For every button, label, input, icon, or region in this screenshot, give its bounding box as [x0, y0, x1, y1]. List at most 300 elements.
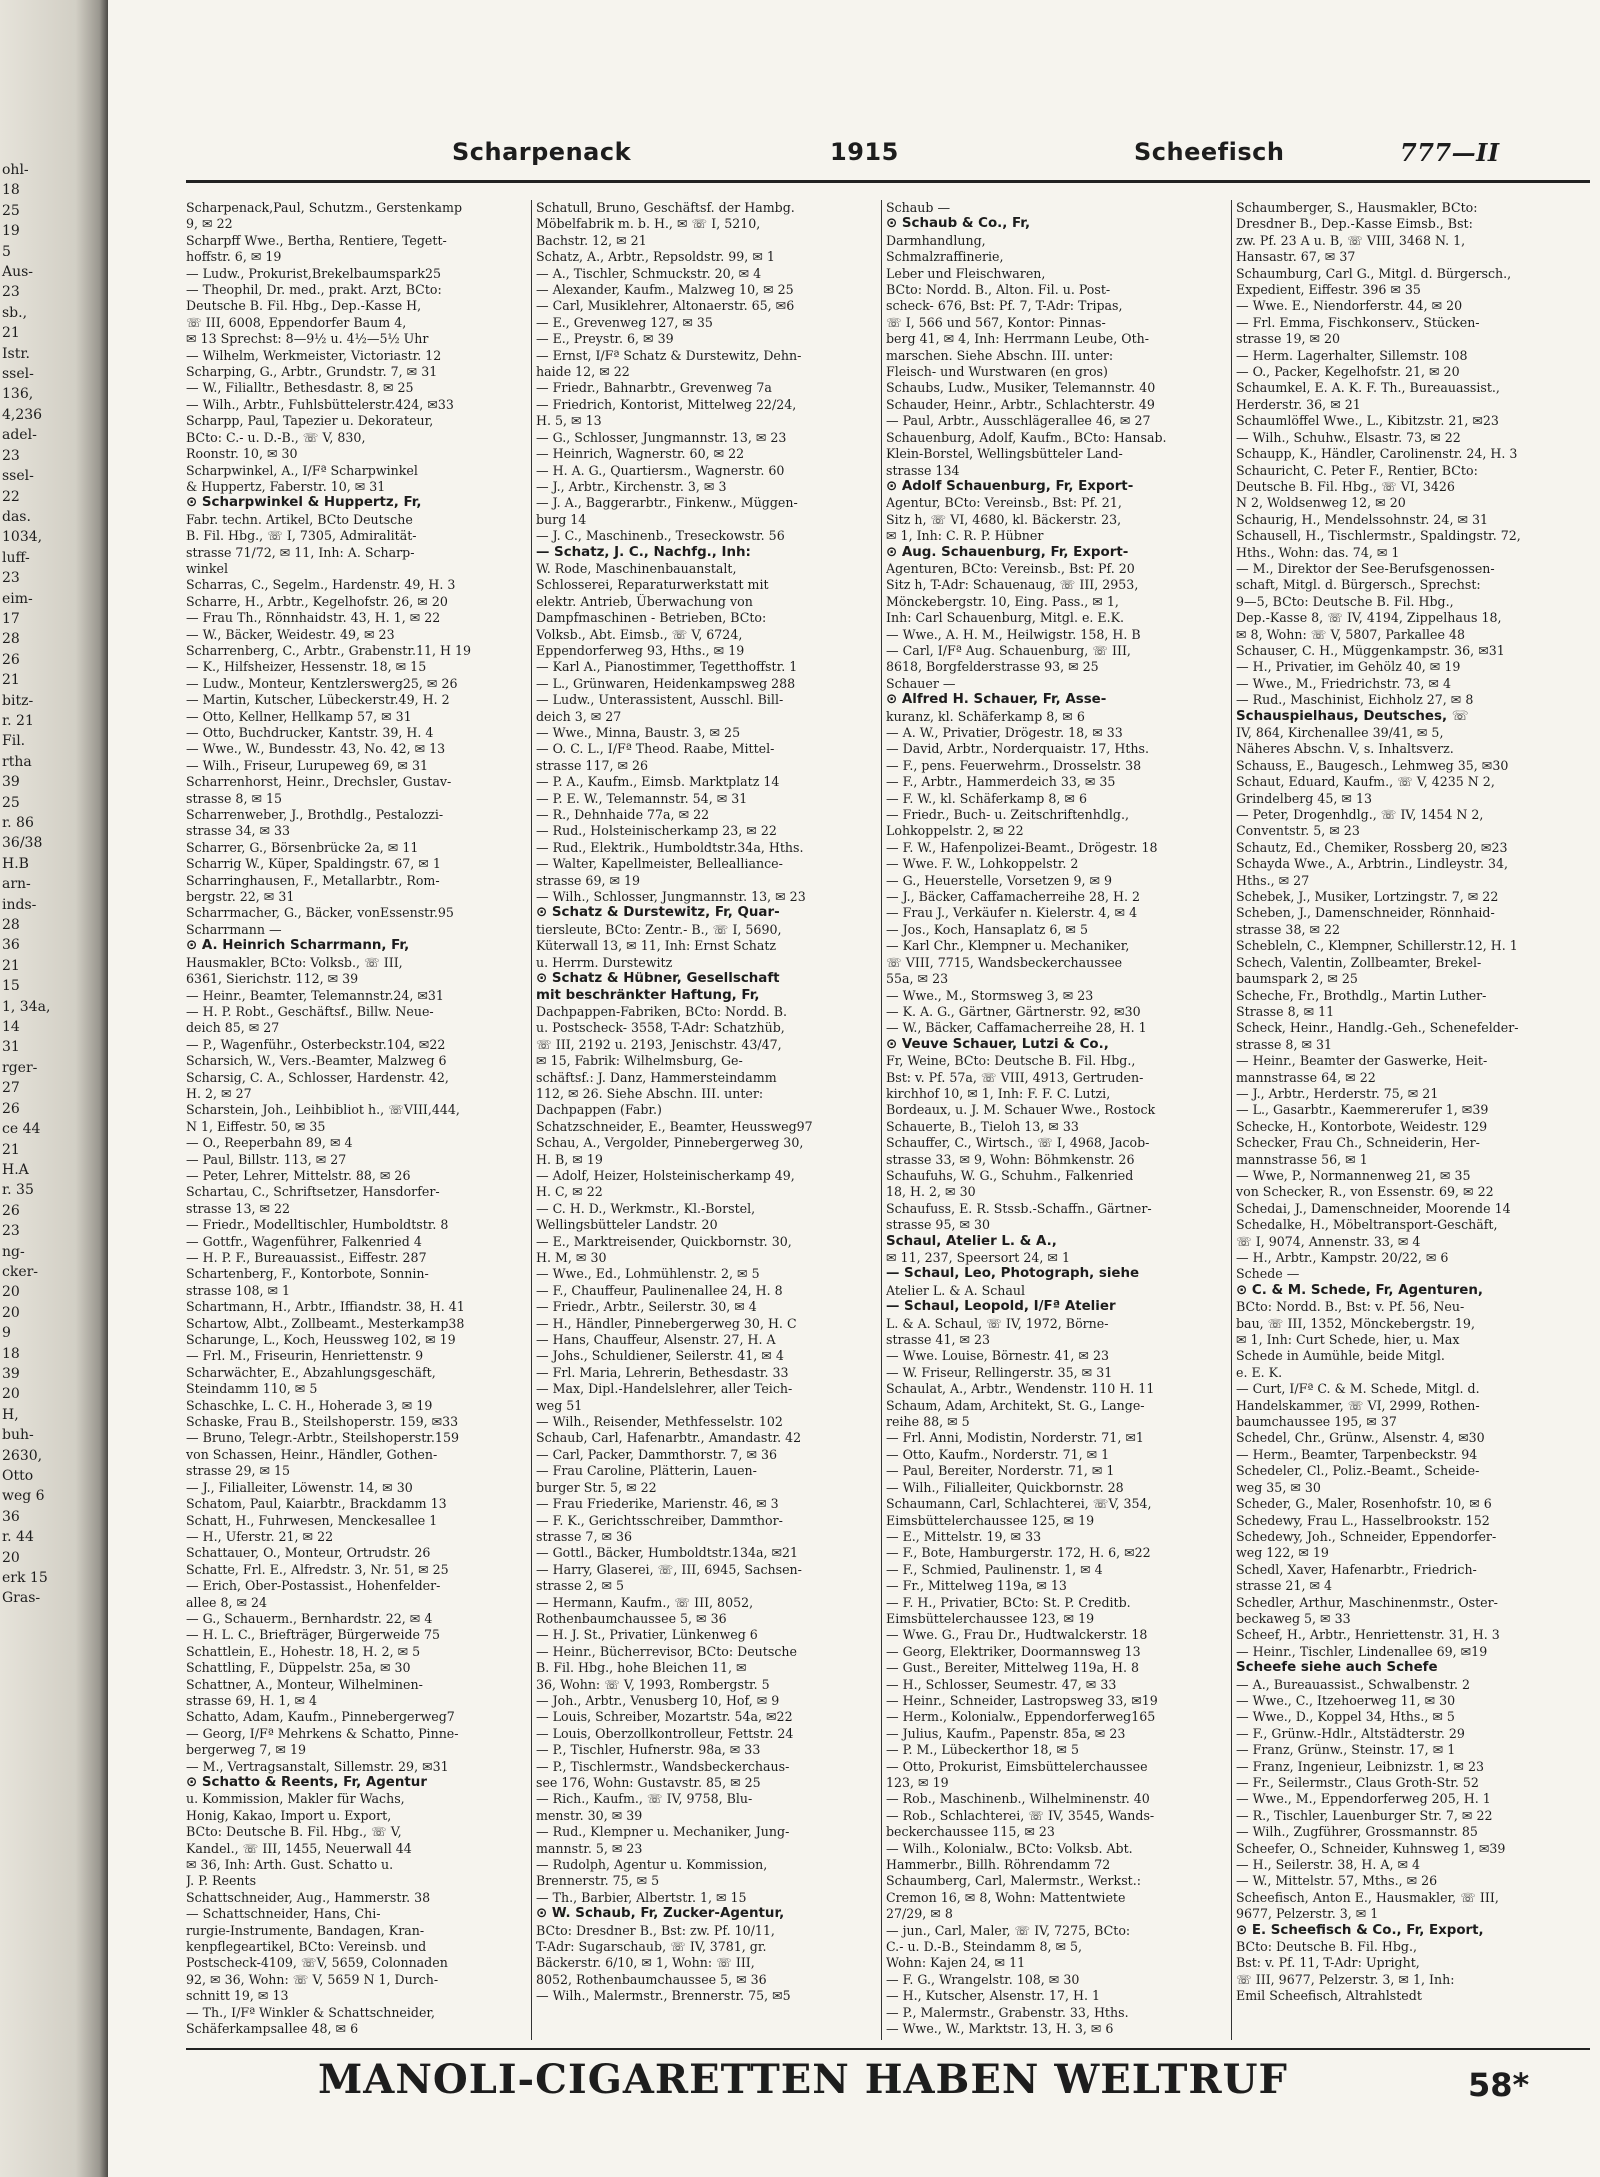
directory-entry-line: J. P. Reents — [186, 1873, 257, 1889]
directory-entry-line: Hansastr. 67, ✉ 37 — [1236, 249, 1356, 265]
directory-entry-line: Eimsbüttelerchaussee 125, ✉ 19 — [886, 1512, 1095, 1528]
gutter-fragment: 21 — [2, 325, 20, 342]
directory-entry-line: — jun., Carl, Maler, ☏ IV, 7275, BCto: — [886, 1922, 1131, 1938]
directory-entry-line: — P., Tischler, Hufnerstr. 98a, ✉ 33 — [536, 1742, 761, 1758]
directory-entry-line: — Fr., Mittelweg 119a, ✉ 13 — [886, 1578, 1067, 1594]
directory-entry-line: — Georg, I/Fª Mehrkens & Schatto, Pinne- — [186, 1725, 459, 1741]
directory-entry-line: Schedai, J., Damenschneider, Moorende 14 — [1236, 1200, 1511, 1216]
directory-entry-line: Schaupp, K., Händler, Carolinenstr. 24, H. 3 — [1236, 446, 1518, 462]
directory-entry-line: Atelier L. & A. Schaul — [886, 1282, 1026, 1298]
directory-entry-line: baumspark 2, ✉ 25 — [1236, 971, 1358, 987]
directory-entry-line: — P. M., Lübeckerthor 18, ✉ 5 — [886, 1742, 1079, 1758]
directory-entry-line: kuranz, kl. Schäferkamp 8, ✉ 6 — [886, 708, 1085, 724]
directory-entry-line: — Ernst, I/Fª Schatz & Durstewitz, Dehn- — [536, 347, 802, 363]
directory-entry-line: ⊙ Veuve Schauer, Lutzi & Co., — [886, 1036, 1109, 1052]
directory-entry-line: — O., Packer, Kegelhofstr. 21, ✉ 20 — [1236, 364, 1460, 380]
directory-entry-line: — Frl. Emma, Fischkonserv., Stücken- — [1236, 314, 1480, 330]
directory-entry-line: — Otto, Kellner, Hellkamp 57, ✉ 31 — [186, 708, 412, 724]
directory-entry-line: — Erich, Ober-Postassist., Hohenfelder- — [186, 1578, 441, 1594]
directory-entry-line: ⊙ Schatz & Hübner, Gesellschaft — [536, 971, 780, 987]
directory-entry-line: — Johs., Schuldiener, Seilerstr. 41, ✉ 4 — [536, 1348, 784, 1364]
gutter-fragment: 1, 34a, — [2, 998, 51, 1015]
directory-entry-line: Schedl, Xaver, Hafenarbtr., Friedrich- — [1236, 1561, 1477, 1577]
directory-entry-line: von Schecker, R., von Essenstr. 69, ✉ 22 — [1236, 1184, 1494, 1200]
directory-entry-line: u. Kommission, Makler für Wachs, — [186, 1791, 405, 1807]
directory-entry-line: Schaumkel, E. A. K. F. Th., Bureauassist., — [1236, 380, 1500, 396]
directory-entry-line: Scharrig W., Küper, Spaldingstr. 67, ✉ 1 — [186, 856, 441, 872]
column-divider — [531, 200, 532, 2040]
gutter-fragment: ng- — [2, 1243, 25, 1260]
directory-entry-line: — Wilh., Schlosser, Jungmannstr. 13, ✉ 23 — [536, 889, 806, 905]
directory-entry-line: ⊙ A. Heinrich Scharrmann, Fr, — [186, 938, 410, 954]
directory-entry-line: — Peter, Lehrer, Mittelstr. 88, ✉ 26 — [186, 1167, 411, 1183]
gutter-fragment: adel- — [2, 427, 37, 444]
directory-entry-line: Schatz, A., Arbtr., Repsoldstr. 99, ✉ 1 — [536, 249, 775, 265]
directory-entry-line: 92, ✉ 36, Wohn: ☏ V, 5659 N 1, Durch- — [186, 1971, 439, 1987]
directory-entry-line: Schauricht, C. Peter F., Rentier, BCto: — [1236, 462, 1478, 478]
directory-entry-line: Schebleln, C., Klempner, Schillerstr.12, H. 1 — [1236, 938, 1518, 954]
directory-entry-line: Darmhandlung, — [886, 232, 986, 248]
header-last-entry: Scheefisch — [1134, 138, 1285, 166]
directory-entry-line: 123, ✉ 19 — [886, 1775, 949, 1790]
directory-entry-line: — Friedr., Bahnarbtr., Grevenweg 7a — [536, 380, 772, 396]
directory-entry-line: winkel — [186, 560, 229, 576]
gutter-fragment: Gras- — [2, 1590, 41, 1607]
directory-entry-line: — H. J. St., Privatier, Lünkenweg 6 — [536, 1627, 758, 1643]
directory-entry-line: von Schassen, Heinr., Händler, Gothen- — [186, 1446, 438, 1462]
directory-entry-line: — Wilh., Zugführer, Grossmannstr. 85 — [1236, 1824, 1478, 1840]
directory-entry-line: — P., Wagenführ., Osterbeckstr.104, ✉22 — [186, 1036, 446, 1052]
directory-entry-line: Schatto, Adam, Kaufm., Pinnebergerweg7 — [186, 1709, 455, 1725]
directory-entry-line: — C. H. D., Werkmstr., Kl.-Borstel, — [536, 1200, 756, 1216]
directory-entry-line: Scharsich, W., Vers.-Beamter, Malzweg 6 — [186, 1053, 447, 1069]
directory-entry-line: — Paul, Bereiter, Norderstr. 71, ✉ 1 — [886, 1463, 1115, 1479]
directory-entry-line: Brennerstr. 75, ✉ 5 — [536, 1873, 660, 1889]
directory-entry-line: Dachpappen-Fabriken, BCto: Nordd. B. — [536, 1003, 788, 1019]
directory-entry-line: — Peter, Drogenhdlg., ☏ IV, 1454 N 2, — [1236, 807, 1484, 823]
directory-entry-line: — Wwe., Ed., Lohmühlenstr. 2, ✉ 5 — [536, 1266, 760, 1282]
gutter-fragment: 19 — [2, 223, 20, 240]
directory-entry-line: — F., Grünw.-Hdlr., Altstädterstr. 29 — [1236, 1725, 1465, 1741]
directory-entry-line: strasse 108, ✉ 1 — [186, 1282, 291, 1298]
directory-entry-line: ✉ 1, Inh: C. R. P. Hübner — [886, 528, 1044, 544]
directory-entry-line: Schäferkampsallee 48, ✉ 6 — [186, 2021, 359, 2037]
directory-entry-line: strasse 33, ✉ 9, Wohn: Böhmkenstr. 26 — [886, 1151, 1135, 1167]
directory-entry-line: — Frl. M., Friseurin, Henriettenstr. 9 — [186, 1348, 424, 1364]
directory-entry-line: Schaufuss, E. R. Stssb.-Schaffn., Gärtner- — [886, 1200, 1152, 1216]
gutter-fragment: r. 86 — [2, 815, 34, 831]
directory-entry-line: — Heinr., Schneider, Lastropsweg 33, ✉19 — [886, 1692, 1158, 1708]
gutter-fragment: ssel- — [2, 366, 34, 383]
directory-entry-line: — Wwe. E., Niendorferstr. 44, ✉ 20 — [1236, 298, 1463, 314]
gutter-fragment: 4,236 — [2, 406, 43, 423]
directory-entry-line: Schatt, H., Fuhrwesen, Menckesallee 1 — [186, 1512, 438, 1528]
directory-entry-line: — Otto, Prokurist, Eimsbüttelerchaussee — [886, 1758, 1148, 1774]
directory-entry-line: Scheefisch, Anton E., Hausmakler, ☏ III, — [1236, 1889, 1499, 1905]
directory-entry-line: strasse 117, ✉ 26 — [536, 757, 649, 773]
gutter-fragment: cker- — [2, 1263, 39, 1280]
directory-entry-line: — H., Privatier, im Gehölz 40, ✉ 19 — [1236, 659, 1461, 675]
directory-entry-line: Hths., ✉ 27 — [1236, 872, 1310, 888]
directory-entry-line: Agenturen, BCto: Vereinsb., Bst: Pf. 20 — [886, 560, 1135, 576]
directory-entry-line: Hausmakler, BCto: Volksb., ☏ III, — [186, 954, 403, 970]
directory-entry-line: Schaubs, Ludw., Musiker, Telemannstr. 40 — [886, 380, 1156, 396]
directory-entry-line: Postscheck-4109, ☏V, 5659, Colonnaden — [186, 1955, 448, 1971]
directory-entry-line: — Friedr., Arbtr., Seilerstr. 30, ✉ 4 — [536, 1299, 757, 1315]
directory-entry-line: H. M, ✉ 30 — [536, 1250, 607, 1265]
gutter-fragment: H, — [2, 1406, 19, 1423]
directory-entry-line: — Wwe., M., Friedrichstr. 73, ✉ 4 — [1236, 675, 1451, 691]
directory-entry-line: — Frau Caroline, Plätterin, Lauen- — [536, 1463, 757, 1479]
directory-entry-line: — F., Arbtr., Hammerdeich 33, ✉ 35 — [886, 774, 1116, 790]
directory-entry-line: kenpflegeartikel, BCto: Vereinsb. und — [186, 1939, 427, 1955]
directory-entry-line: — E., Preystr. 6, ✉ 39 — [536, 331, 674, 347]
advertisement-banner: MANOLI-CIGARETTEN HABEN WELTRUF — [318, 2056, 1288, 2103]
directory-entry-line: Schedler, Arthur, Maschinenmstr., Oster- — [1236, 1594, 1498, 1610]
gutter-fragment: 39 — [2, 1365, 20, 1382]
directory-entry-line: Schede in Aumühle, beide Mitgl. — [1236, 1348, 1445, 1364]
directory-entry-line: Sitz h, T-Adr: Schauenaug, ☏ III, 2953, — [886, 577, 1139, 593]
directory-entry-line: Scharunge, L., Koch, Heussweg 102, ✉ 19 — [186, 1332, 456, 1348]
directory-entry-line: — Wwe., D., Koppel 34, Hths., ✉ 5 — [1236, 1709, 1455, 1725]
gutter-fragment: buh- — [2, 1427, 34, 1444]
directory-entry-line: Schecke, H., Kontorbote, Weidestr. 129 — [1236, 1118, 1488, 1134]
directory-entry-line: — Gottfr., Wagenführer, Falkenried 4 — [186, 1233, 422, 1249]
directory-entry-line: mannstr. 5, ✉ 23 — [536, 1840, 643, 1856]
gutter-fragment: 1034, — [2, 529, 43, 546]
directory-entry-line: 18, H. 2, ✉ 30 — [886, 1184, 976, 1200]
directory-entry-line: menstr. 30, ✉ 39 — [536, 1807, 643, 1823]
directory-entry-line: ☏ VIII, 7715, Wandsbeckerchaussee — [886, 954, 1123, 970]
directory-entry-line: deich 85, ✉ 27 — [186, 1020, 280, 1036]
directory-entry-line: — G., Schlosser, Jungmannstr. 13, ✉ 23 — [536, 429, 787, 445]
directory-entry-line: Scheef, H., Arbtr., Henriettenstr. 31, H. 3 — [1236, 1627, 1500, 1643]
directory-entry-line: Dampfmaschinen - Betrieben, BCto: — [536, 610, 767, 626]
directory-entry-line: Scharpff Wwe., Bertha, Rentiere, Tegett- — [186, 232, 447, 248]
directory-entry-line: Scharrer, G., Börsenbrücke 2a, ✉ 11 — [186, 839, 419, 855]
gutter-fragment: 9 — [2, 1325, 11, 1342]
directory-entry-line: — A., Bureauassist., Schwalbenstr. 2 — [1236, 1676, 1471, 1692]
directory-entry-line: Schauerte, B., Tieloh 13, ✉ 33 — [886, 1118, 1079, 1134]
gutter-fragment: 20 — [2, 1386, 20, 1403]
directory-entry-line: — Wwe. G., Frau Dr., Hudtwalckerstr. 18 — [886, 1627, 1148, 1643]
directory-entry-line: Lohkoppelstr. 2, ✉ 22 — [886, 823, 1024, 839]
directory-entry-line: Schattschneider, Aug., Hammerstr. 38 — [186, 1889, 431, 1905]
directory-entry-line: Schecker, Frau Ch., Schneiderin, Her- — [1236, 1135, 1480, 1151]
directory-entry-line: Scharsig, C. A., Schlosser, Hardenstr. 42, — [186, 1069, 449, 1085]
directory-entry-line: — F. H., Privatier, BCto: St. P. Creditb. — [886, 1594, 1131, 1610]
directory-entry-line: beckaweg 5, ✉ 33 — [1236, 1610, 1351, 1626]
directory-entry-line: deich 3, ✉ 27 — [536, 708, 622, 724]
directory-entry-line: — Paul, Arbtr., Ausschlägerallee 46, ✉ 27 — [886, 413, 1151, 429]
directory-entry-line: Schartau, C., Schriftsetzer, Hansdorfer- — [186, 1184, 440, 1200]
directory-entry-line: — Heinr., Beamter der Gaswerke, Heit- — [1236, 1053, 1488, 1069]
gutter-fragment: 21 — [2, 1141, 20, 1158]
directory-entry-line: Schedeler, Cl., Poliz.-Beamt., Scheide- — [1236, 1463, 1480, 1479]
directory-entry-line: strasse 71/72, ✉ 11, Inh: A. Scharp- — [186, 544, 415, 560]
directory-entry-line: — K., Hilfsheizer, Hessenstr. 18, ✉ 15 — [186, 659, 427, 675]
directory-entry-line: — L., Gasarbtr., Kaemmererufer 1, ✉39 — [1236, 1102, 1489, 1118]
directory-entry-line: Wellingsbütteler Landstr. 20 — [536, 1217, 718, 1233]
header-rule — [186, 180, 1590, 183]
directory-entry-line: 8052, Rothenbaumchaussee 5, ✉ 36 — [536, 1971, 767, 1987]
directory-entry-line: — Louis, Schreiber, Mozartstr. 54a, ✉22 — [536, 1709, 793, 1725]
directory-entry-line: B. Fil. Hbg., ☏ I, 7305, Admiralität- — [186, 528, 417, 544]
left-page-gutter — [0, 0, 108, 2177]
directory-entry-line: Grindelberg 45, ✉ 13 — [1236, 790, 1372, 806]
directory-entry-line: ⊙ Schatz & Durstewitz, Fr, Quar- — [536, 905, 780, 921]
directory-entry-line: Möbelfabrik m. b. H., ✉ ☏ I, 5210, — [536, 216, 761, 232]
directory-entry-line: Hammerbr., Billh. Röhrendamm 72 — [886, 1857, 1111, 1873]
directory-entry-line: BCto: Nordd. B., Alton. Fil. u. Post- — [886, 282, 1111, 298]
directory-entry-line: bau, ☏ III, 1352, Mönckebergstr. 19, — [1236, 1315, 1475, 1331]
directory-entry-line: Scharrenberg, C., Arbtr., Grabenstr.11, H 19 — [186, 642, 472, 658]
directory-entry-line: zw. Pf. 23 A u. B, ☏ VIII, 3468 N. 1, — [1236, 232, 1466, 248]
header-year: 1915 — [830, 138, 899, 166]
directory-entry-line: — H. L. C., Briefträger, Bürgerweide 75 — [186, 1627, 441, 1643]
gutter-fragment: 17 — [2, 610, 20, 627]
directory-entry-line: — Theophil, Dr. med., prakt. Arzt, BCto: — [186, 282, 442, 298]
directory-entry-line: Herderstr. 36, ✉ 21 — [1236, 396, 1361, 412]
directory-entry-line: — J. A., Baggerarbtr., Finkenw., Müggen- — [536, 495, 798, 511]
gutter-fragment: 23 — [2, 570, 20, 587]
directory-entry-line: IV, 864, Kirchenallee 39/41, ✉ 5, — [1236, 725, 1444, 740]
directory-entry-line: strasse 2, ✉ 5 — [536, 1578, 625, 1594]
directory-entry-line: Schausell, H., Tischlermstr., Spaldingstr. 72, — [1236, 528, 1521, 544]
directory-entry-line: — Wwe., W., Marktstr. 13, H. 3, ✉ 6 — [886, 2021, 1114, 2037]
directory-entry-line: bergerweg 7, ✉ 19 — [186, 1742, 306, 1758]
directory-entry-line: Schaulat, A., Arbtr., Wendenstr. 110 H. 11 — [886, 1381, 1155, 1397]
directory-entry-line: C.- u. D.-B., Steindamm 8, ✉ 5, — [886, 1939, 1083, 1955]
directory-entry-line: Schaumann, Carl, Schlachterei, ☏V, 354, — [886, 1496, 1152, 1512]
directory-entry-line: Scheben, J., Damenschneider, Rönnhaid- — [1236, 905, 1495, 921]
directory-entry-line: — Harry, Glaserei, ☏, III, 6945, Sachsen- — [536, 1561, 802, 1577]
directory-entry-line: Steindamm 110, ✉ 5 — [186, 1381, 318, 1397]
directory-entry-line: — Gust., Bereiter, Mittelweg 119a, H. 8 — [886, 1660, 1140, 1676]
gutter-fragment: bitz- — [2, 692, 34, 709]
directory-entry-line: H. 5, ✉ 13 — [536, 413, 602, 429]
directory-entry-line: — Heinrich, Wagnerstr. 60, ✉ 22 — [536, 446, 745, 462]
gutter-fragment: Aus- — [2, 264, 34, 281]
directory-entry-line: — Walter, Kapellmeister, Bellealliance- — [536, 856, 783, 872]
directory-entry-line: Küterwall 13, ✉ 11, Inh: Ernst Schatz — [536, 938, 777, 954]
directory-entry-line: Scharras, C., Segelm., Hardenstr. 49, H. 3 — [186, 577, 456, 593]
directory-entry-line: — Heinr., Tischler, Lindenallee 69, ✉19 — [1236, 1643, 1488, 1659]
directory-entry-line: — H., Schlosser, Seumestr. 47, ✉ 33 — [886, 1676, 1117, 1692]
directory-entry-line: Strasse 8, ✉ 11 — [1236, 1003, 1335, 1019]
directory-columns — [186, 200, 1590, 2045]
gutter-fragment: inds- — [2, 896, 37, 913]
directory-entry-line: — Bruno, Telegr.-Arbtr., Steilshoperstr.159 — [186, 1430, 459, 1446]
directory-entry-line: Schebek, J., Musiker, Lortzingstr. 7, ✉ 22 — [1236, 889, 1499, 905]
directory-entry-line: 112, ✉ 26. Siehe Abschn. III. unter: — [536, 1085, 764, 1101]
gutter-fragment: 23 — [2, 447, 20, 464]
directory-entry-line: Scharping, G., Arbtr., Grundstr. 7, ✉ 31 — [186, 364, 438, 380]
gutter-fragment: ohl- — [2, 162, 29, 178]
directory-entry-line: Scheck, Heinr., Handlg.-Geh., Schenefelder- — [1236, 1020, 1519, 1036]
directory-entry-line: Schaske, Frau B., Steilshoperstr. 159, ✉33 — [186, 1414, 459, 1430]
directory-entry-line: — Ludw., Prokurist,Brekelbaumspark25 — [186, 265, 441, 281]
directory-entry-line: Schatte, Frl. E., Alfredstr. 3, Nr. 51, ✉ 25 — [186, 1561, 449, 1577]
directory-entry-line: ⊙ Schaub & Co., Fr, — [886, 216, 1031, 232]
directory-entry-line: Schattlein, E., Hohestr. 18, H. 2, ✉ 5 — [186, 1643, 421, 1659]
directory-entry-line: Scharpwinkel, A., I/Fª Scharpwinkel — [186, 462, 418, 478]
gutter-fragment: rger- — [2, 1059, 38, 1076]
directory-entry-line: — Hans, Chauffeur, Alsenstr. 27, H. A — [536, 1332, 776, 1348]
directory-entry-line: strasse 8, ✉ 31 — [1236, 1036, 1333, 1052]
directory-entry-line: — Gottl., Bäcker, Humboldtstr.134a, ✉21 — [536, 1545, 799, 1561]
directory-entry-line: — O., Reeperbahn 89, ✉ 4 — [186, 1135, 353, 1151]
directory-entry-line: Deutsche B. Fil. Hbg., ☏ VI, 3426 — [1236, 478, 1455, 494]
directory-entry-line: Scharrenhorst, Heinr., Drechsler, Gustav- — [186, 774, 452, 790]
directory-entry-line: Schauser, C. H., Müggenkampstr. 36, ✉31 — [1236, 642, 1505, 658]
directory-entry-line: — M., Vertragsanstalt, Sillemstr. 29, ✉31 — [186, 1758, 449, 1774]
directory-entry-line: 27/29, ✉ 8 — [886, 1906, 953, 1922]
directory-entry-line: — J. C., Maschinenb., Treseckowstr. 56 — [536, 528, 785, 544]
directory-entry-line: Schedewy, Frau L., Hasselbrookstr. 152 — [1236, 1512, 1490, 1528]
directory-entry-line: N 2, Woldsenweg 12, ✉ 20 — [1236, 495, 1406, 511]
directory-entry-line: strasse 134 — [886, 462, 960, 478]
directory-entry-line: elektr. Antrieb, Überwachung von — [536, 593, 753, 609]
directory-entry-line: ✉ 13 Sprechst: 8—9½ u. 4½—5½ Uhr — [186, 331, 429, 347]
directory-entry-line: Scheefe siehe auch Schefe — [1236, 1660, 1438, 1676]
directory-entry-line: — F., Schmied, Paulinenstr. 1, ✉ 4 — [886, 1561, 1103, 1577]
directory-entry-line: Scheefer, O., Schneider, Kuhnsweg 1, ✉39 — [1236, 1840, 1506, 1856]
directory-entry-line: strasse 7, ✉ 36 — [536, 1528, 633, 1544]
directory-entry-line: H. C, ✉ 22 — [536, 1184, 603, 1200]
directory-entry-line: — W., Filialltr., Bethesdastr. 8, ✉ 25 — [186, 380, 414, 396]
directory-entry-line: — Rud., Elektrik., Humboldtstr.34a, Hths. — [536, 839, 804, 855]
directory-entry-line: — Frl. Anni, Modistin, Norderstr. 71, ✉1 — [886, 1430, 1144, 1446]
directory-entry-line: strasse 69, ✉ 19 — [536, 872, 641, 888]
directory-entry-line: — Herm., Beamter, Tarpenbeckstr. 94 — [1236, 1446, 1478, 1462]
directory-entry-line: — Frau J., Verkäufer n. Kielerstr. 4, ✉ 4 — [886, 905, 1138, 921]
directory-entry-line: BCto: C.- u. D.-B., ☏ V, 830, — [186, 429, 366, 445]
directory-entry-line: — K. A. G., Gärtner, Gärtnerstr. 92, ✉30 — [886, 1003, 1141, 1019]
directory-entry-line: — J., Arbtr., Kirchenstr. 3, ✉ 3 — [536, 478, 727, 494]
gutter-fragment: 28 — [2, 631, 20, 648]
directory-entry-line: Schau, A., Vergolder, Pinnebergerweg 30, — [536, 1135, 804, 1151]
gutter-fragment: Istr. — [2, 345, 30, 362]
directory-entry-line: haide 12, ✉ 22 — [536, 364, 630, 380]
directory-entry-line: — A., Tischler, Schmuckstr. 20, ✉ 4 — [536, 265, 762, 281]
gutter-fragment: sb., — [2, 304, 28, 321]
directory-entry-line: — H., Seilerstr. 38, H. A, ✉ 4 — [1236, 1857, 1421, 1873]
gutter-fragment: 18 — [2, 182, 20, 199]
directory-entry-line: Schedalke, H., Möbeltransport-Geschäft, — [1236, 1217, 1498, 1233]
directory-entry-line: tiersleute, BCto: Zentr.- B., ☏ I, 5690, — [536, 921, 782, 937]
directory-entry-line: — Wilh., Kolonialw., BCto: Volksb. Abt. — [886, 1840, 1133, 1856]
directory-entry-line: marschen. Siehe Abschn. III. unter: — [886, 347, 1114, 363]
directory-entry-line: Eppendorferweg 93, Hths., ✉ 19 — [536, 642, 745, 658]
footer-rule — [186, 2048, 1590, 2050]
gutter-fragment: 36 — [2, 1508, 20, 1525]
directory-entry-line: strasse 41, ✉ 23 — [886, 1332, 991, 1348]
directory-entry-line: — Rob., Maschinenb., Wilhelminenstr. 40 — [886, 1791, 1150, 1807]
directory-entry-line: Schaub, Carl, Hafenarbtr., Amandastr. 42 — [536, 1430, 802, 1446]
directory-entry-line: Schauenburg, Adolf, Kaufm., BCto: Hansab. — [886, 429, 1167, 445]
directory-entry-line: Scharrmann — — [186, 921, 282, 937]
directory-entry-line: Schede — — [1236, 1266, 1300, 1282]
directory-entry-line: 9—5, BCto: Deutsche B. Fil. Hbg., — [1236, 593, 1454, 609]
directory-entry-line: — E., Mittelstr. 19, ✉ 33 — [886, 1528, 1042, 1544]
gutter-fragment: 26 — [2, 1202, 20, 1219]
directory-entry-line: — Wwe., Minna, Baustr. 3, ✉ 25 — [536, 725, 741, 740]
directory-entry-line: weg 122, ✉ 19 — [1236, 1545, 1329, 1561]
directory-entry-line: — Franz, Ingenieur, Leibnizstr. 1, ✉ 23 — [1236, 1758, 1485, 1774]
header-page-number: 777—II — [1400, 138, 1500, 167]
directory-entry-line: — Ludw., Unterassistent, Ausschl. Bill- — [536, 692, 784, 708]
directory-entry-line: — G., Heuerstelle, Vorsetzen 9, ✉ 9 — [886, 872, 1113, 888]
directory-entry-line: Scharwächter, E., Abzahlungsgeschäft, — [186, 1364, 436, 1380]
directory-entry-line: — Wilh., Arbtr., Fuhlsbüttelerstr.424, ✉33 — [186, 396, 454, 412]
directory-entry-line: — Frl. Maria, Lehrerin, Bethesdastr. 33 — [536, 1364, 789, 1380]
directory-entry-line: berg 41, ✉ 4, Inh: Herrmann Leube, Oth- — [886, 331, 1149, 347]
directory-entry-line: Schartmann, H., Arbtr., Iffiandstr. 38, H. 41 — [186, 1299, 465, 1315]
column-divider — [1231, 200, 1232, 2040]
gutter-fragment: 18 — [2, 1345, 20, 1362]
directory-entry-line: burg 14 — [536, 511, 587, 527]
directory-entry-line: — G., Schauerm., Bernhardstr. 22, ✉ 4 — [186, 1610, 433, 1626]
directory-entry-line: — H., Kutscher, Alsenstr. 17, H. 1 — [886, 1988, 1100, 2004]
directory-entry-line: — Otto, Buchdrucker, Kantstr. 39, H. 4 — [186, 725, 434, 740]
directory-entry-line: — Georg, Elektriker, Doormannsweg 13 — [886, 1643, 1141, 1659]
gutter-fragment: ssel- — [2, 468, 34, 485]
directory-entry-line: — Wilh., Friseur, Lurupeweg 69, ✉ 31 — [186, 757, 428, 773]
gutter-fragment: 28 — [2, 917, 20, 934]
directory-entry-line: 9677, Pelzerstr. 3, ✉ 1 — [1236, 1906, 1379, 1922]
directory-entry-line: — Wilhelm, Werkmeister, Victoriastr. 12 — [186, 347, 442, 363]
directory-entry-line: BCto: Deutsche B. Fil. Hbg., ☏ V, — [186, 1824, 402, 1840]
directory-entry-line: rurgie-Instrumente, Bandagen, Kran- — [186, 1922, 425, 1938]
directory-entry-line: — R., Dehnhaide 77a, ✉ 22 — [536, 807, 710, 823]
directory-entry-line: — F. W., Hafenpolizei-Beamt., Drögestr. 18 — [886, 839, 1158, 855]
gutter-fragment: das. — [2, 508, 31, 525]
directory-entry-line: Schattauer, O., Monteur, Ortrudstr. 26 — [186, 1545, 431, 1561]
directory-entry-line: Hths., Wohn: das. 74, ✉ 1 — [1236, 544, 1400, 560]
directory-entry-line: — Louis, Oberzollkontrolleur, Fettstr. 24 — [536, 1725, 794, 1741]
directory-entry-line: schaft, Mitgl. d. Bürgersch., Sprechst: — [1236, 577, 1481, 593]
directory-entry-line: — Alexander, Kaufm., Malzweg 10, ✉ 25 — [536, 282, 794, 298]
directory-entry-line: Dachpappen (Fabr.) — [536, 1102, 662, 1118]
directory-entry-line: — P. A., Kaufm., Eimsb. Marktplatz 14 — [536, 774, 780, 790]
gutter-fragment: 20 — [2, 1549, 20, 1566]
directory-entry-line: — Herm., Kolonialw., Eppendorferweg165 — [886, 1709, 1156, 1725]
directory-entry-line: mannstrasse 64, ✉ 22 — [1236, 1069, 1376, 1085]
directory-entry-line: weg 51 — [536, 1397, 583, 1413]
directory-entry-line: — Wwe. Louise, Börnestr. 41, ✉ 23 — [886, 1348, 1109, 1364]
gutter-fragment: 5 — [2, 243, 11, 260]
directory-entry-line: — Rud., Maschinist, Eichholz 27, ✉ 8 — [1236, 692, 1474, 708]
gutter-fragment: 21 — [2, 672, 20, 689]
directory-entry-line: e. E. K. — [1236, 1364, 1283, 1380]
directory-entry-line: — Heinr., Bücherrevisor, BCto: Deutsche — [536, 1643, 797, 1659]
directory-entry-line: — Frau Friederike, Marienstr. 46, ✉ 3 — [536, 1496, 779, 1512]
directory-page — [108, 0, 1600, 2177]
directory-entry-line: — Adolf, Heizer, Holsteinischerkamp 49, — [536, 1167, 795, 1183]
directory-entry-line: — M., Direktor der See-Berufsgenossen- — [1236, 560, 1495, 576]
directory-entry-line: — F., pens. Feuerwehrm., Drosselstr. 38 — [886, 757, 1142, 773]
directory-entry-line: ☏ III, 2192 u. 2193, Jenischstr. 43/47, — [536, 1036, 782, 1052]
directory-entry-line: — Wilh., Reisender, Methfesselstr. 102 — [536, 1414, 783, 1430]
directory-entry-line: Schauffer, C., Wirtsch., ☏ I, 4968, Jacob- — [886, 1135, 1150, 1151]
directory-entry-line: strasse 8, ✉ 15 — [186, 790, 283, 806]
directory-entry-line: — Rudolph, Agentur u. Kommission, — [536, 1857, 768, 1873]
directory-entry-line: allee 8, ✉ 24 — [186, 1594, 268, 1610]
directory-entry-line: — Schattschneider, Hans, Chi- — [186, 1906, 381, 1922]
directory-entry-line: beckerchaussee 115, ✉ 23 — [886, 1824, 1055, 1840]
directory-entry-line: Leber und Fleischwaren, — [886, 265, 1046, 281]
